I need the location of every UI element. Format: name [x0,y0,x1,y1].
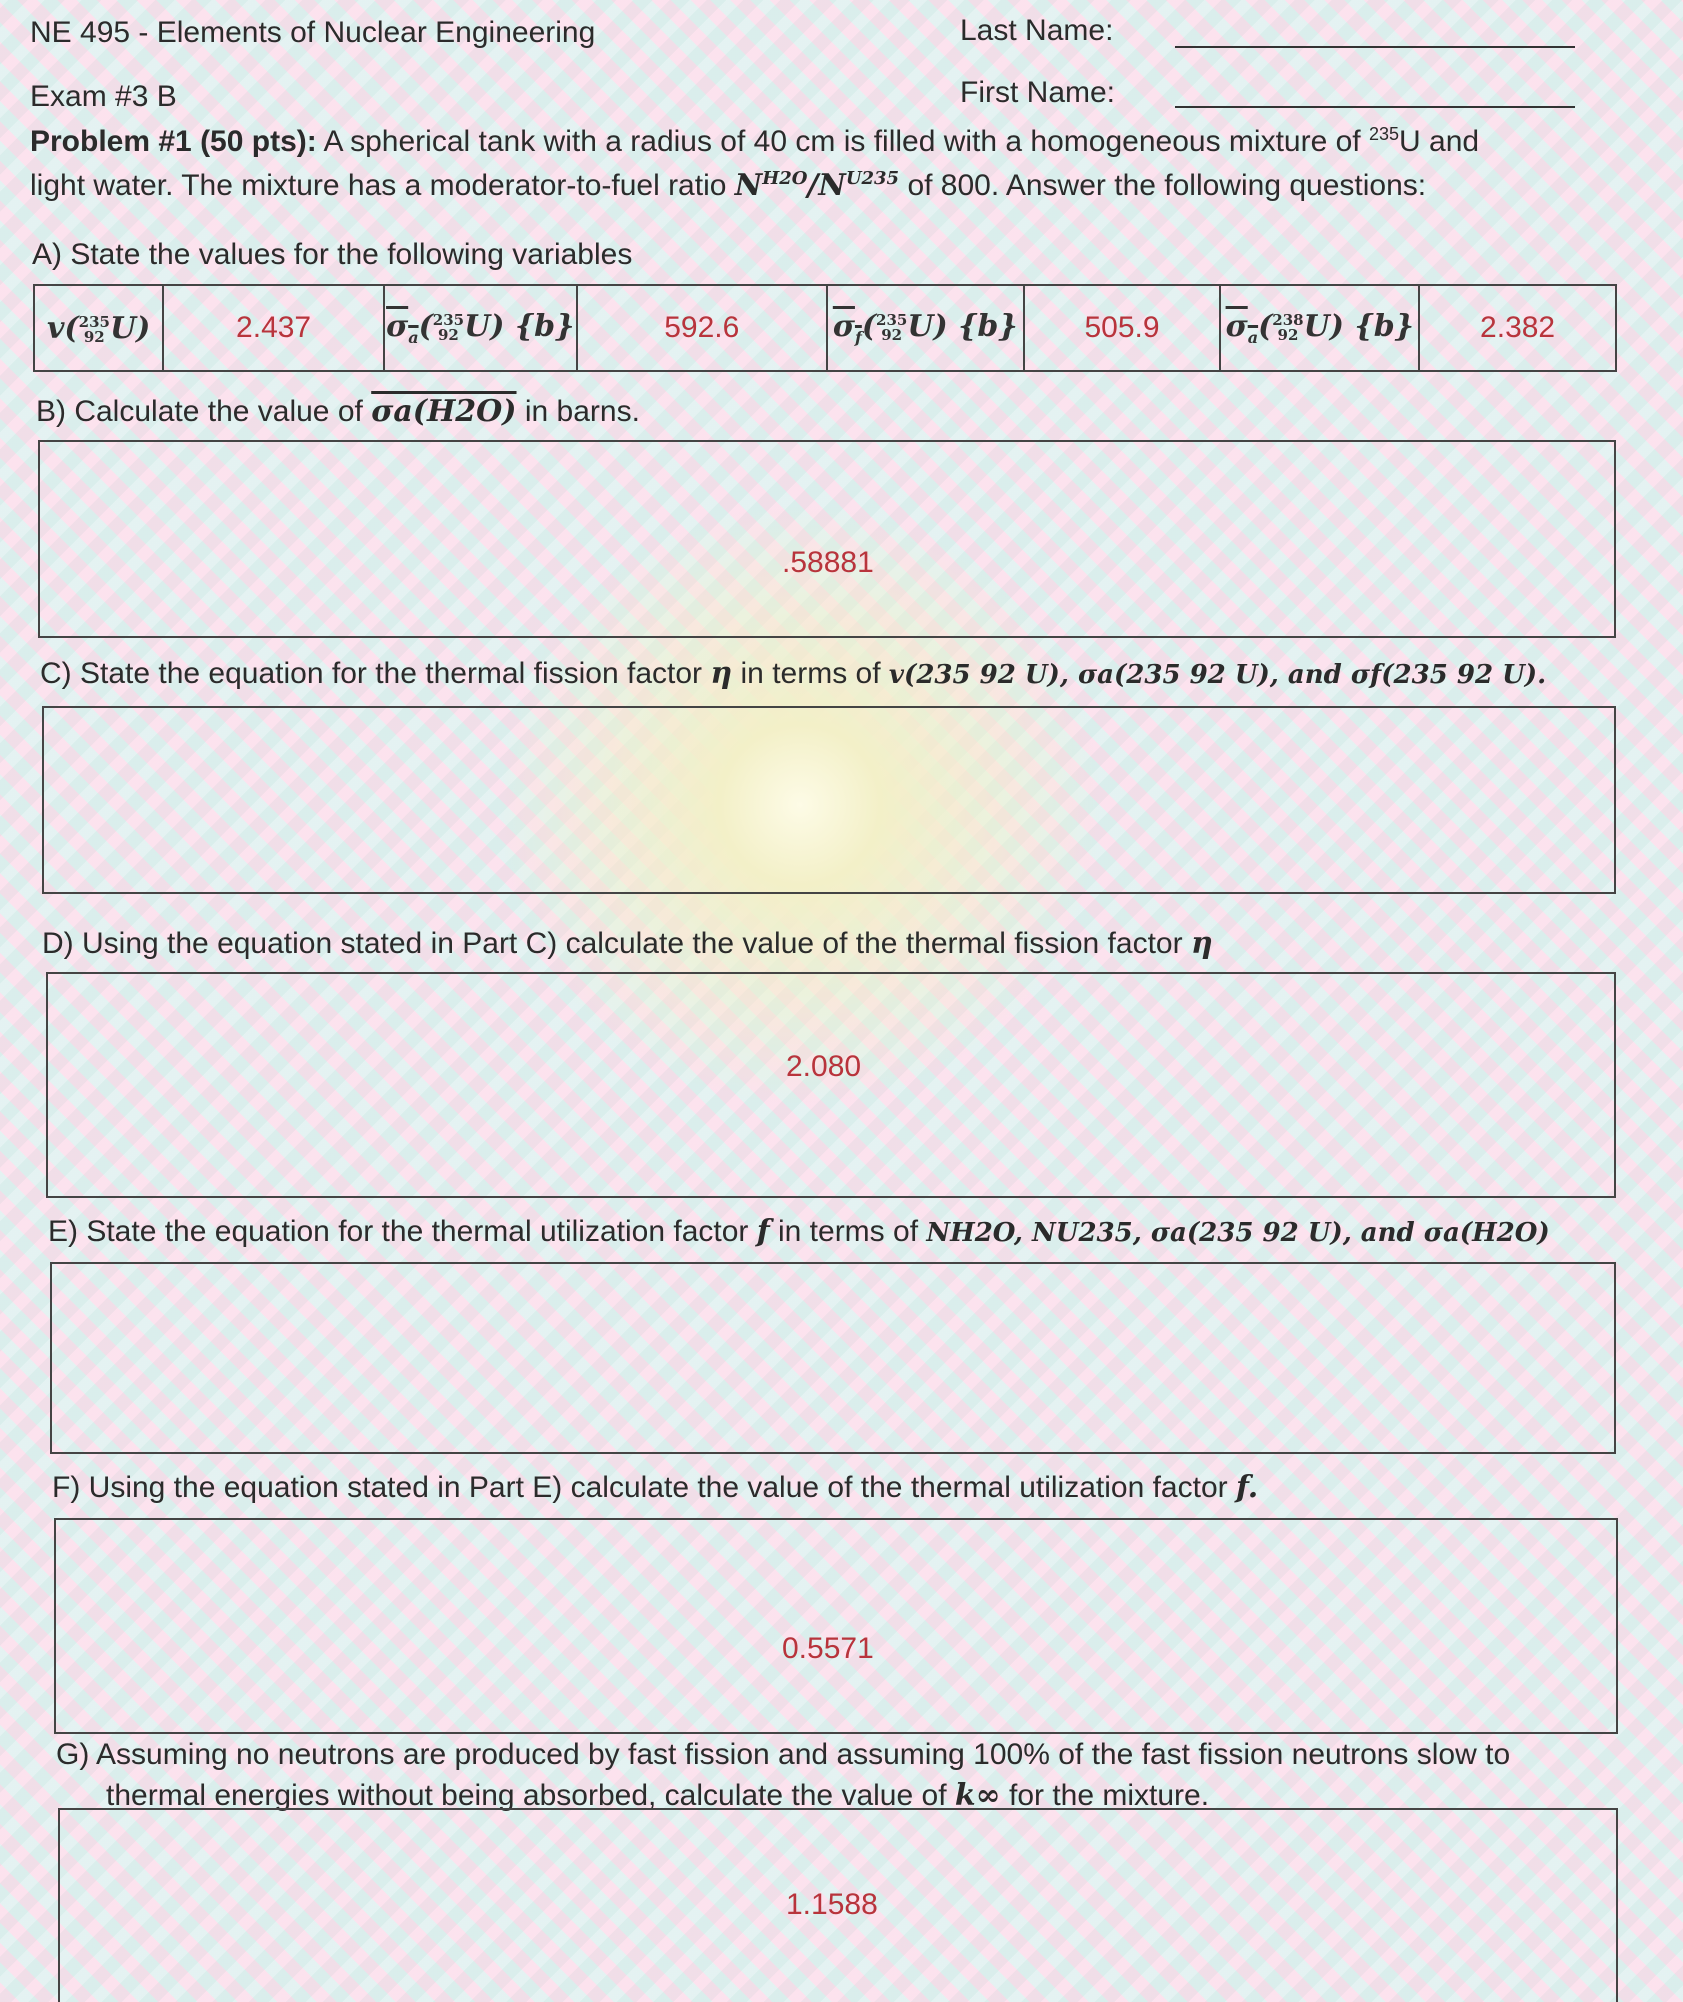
part-e-text-2: in terms of [777,1215,919,1248]
part-g-text-a: thermal energies without being absorbed, calculate the value of [106,1779,947,1812]
course-title: NE 495 - Elements of Nuclear Engineering [30,16,596,49]
sigma-a-u235-value[interactable]: 592.6 [577,285,827,371]
ratio-n1: N [734,168,763,203]
sigma-f-u235-label: $\sigma_f$( 235 92 U) {b} [827,285,1024,371]
nu-u235-value[interactable]: 2.437 [163,285,384,371]
part-g-answer: 1.1588 [786,1888,878,1921]
part-b-answer: .58881 [782,546,874,579]
first-name-field[interactable] [1175,106,1575,108]
part-e-text-1: E) State the equation for the thermal utilization factor [48,1215,749,1248]
part-d-answer-box[interactable] [46,972,1616,1198]
part-b-math: σa(H2O) [371,394,517,429]
sigma-a-u235-label: $\sigma_a$( 235 92 U) {b} [384,285,577,371]
sigma-f-u235-value[interactable]: 505.9 [1024,285,1221,371]
isotope-mass: 235 [1368,124,1400,144]
problem-text-3: light water. The mixture has a moderator-to-fuel ratio [30,169,727,202]
f-symbol-f: f. [1235,1470,1259,1505]
part-f-prompt [52,1470,1652,1505]
exam-label: Exam #3 B [30,80,177,113]
last-name-field[interactable] [1175,46,1575,48]
f-symbol-e: f [756,1214,770,1249]
part-e-answer-box[interactable] [50,1262,1616,1454]
part-b-prompt [36,394,640,429]
part-f-answer-box[interactable] [54,1518,1618,1734]
part-c-answer-box[interactable] [42,706,1616,894]
part-e-terms: NH2O, NU235, σa(235 92 U), and σa(H2O) [926,1218,1550,1248]
problem-statement-line2 [30,168,1650,203]
problem-statement-line1 [30,124,1650,159]
sigma-a-u238-value[interactable]: 2.382 [1419,285,1616,371]
part-b-text-2: in barns. [524,395,640,428]
part-d-answer: 2.080 [786,1050,862,1083]
part-f-text: F) Using the equation stated in Part E) calculate the value of the thermal utilization factor [52,1471,1228,1504]
nu-u235-label: v( 235 92 U) [34,285,163,371]
eta-symbol-c: η [710,656,733,691]
problem-title: Problem #1 (50 pts): [30,125,317,158]
part-d-text: D) Using the equation stated in Part C) calculate the value of the thermal fission factor [42,927,1183,960]
last-name-label: Last Name: [960,14,1114,47]
part-c-text-1: C) State the equation for the thermal fission factor [40,657,703,690]
eta-symbol-d: η [1190,926,1213,961]
part-b-text-1: B) Calculate the value of [36,395,363,428]
part-e-prompt [48,1214,1648,1249]
problem-text-4: of 800. Answer the following questions: [907,169,1427,202]
problem-text-1: A spherical tank with a radius of 40 cm is filled with a homogeneous mixture of [323,125,1361,158]
ratio-sup-2: U235 [845,168,900,189]
part-c-prompt [40,656,1640,691]
part-d-prompt [42,926,1642,961]
ratio-sup-1: H2O [762,168,808,189]
sigma-a-u238-label: $\sigma_a$( 238 92 U) {b} [1220,285,1419,371]
first-name-label: First Name: [960,76,1116,109]
problem-text-2: U and [1399,125,1480,158]
k-inf-symbol: k∞ [954,1778,1001,1813]
part-f-answer: 0.5571 [782,1632,874,1665]
variables-table [33,284,1617,372]
part-c-terms: v(235 92 U), σa(235 92 U), and σf(235 92 U). [888,660,1547,690]
part-g-text-b: for the mixture. [1009,1779,1210,1812]
part-b-answer-box[interactable] [38,440,1616,638]
part-c-text-2: in terms of [740,657,881,690]
ratio-slash: /N [807,168,846,203]
part-g-prompt-line1: G) Assuming no neutrons are produced by fast fission and assuming 100% of the fast fission neutrons slow to [56,1738,1511,1771]
part-a-prompt: A) State the values for the following variables [32,238,633,271]
